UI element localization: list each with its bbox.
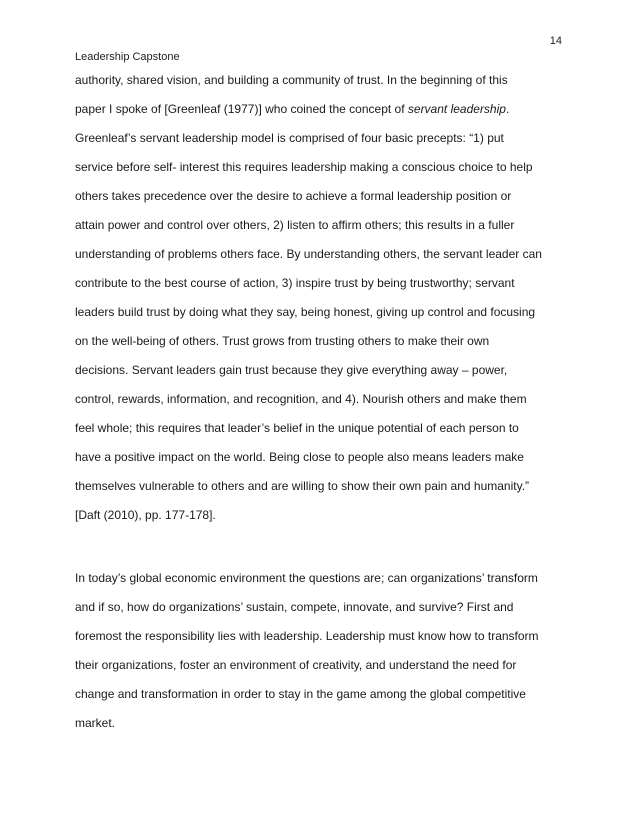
paragraph-2 xyxy=(75,564,570,738)
running-header: Leadership Capstone xyxy=(75,51,180,63)
text-segment: . xyxy=(505,102,510,116)
text-line: on the well-being of others. Trust grows from trusting others to make their own xyxy=(75,334,490,348)
text-line: attain power and control over others, 2) listen to affirm others; this results in a fuller xyxy=(75,218,515,232)
paragraph-1 xyxy=(75,66,570,530)
text-line: themselves vulnerable to others and are willing to show their own pain and humanity.” xyxy=(75,479,530,493)
text-line: control, rewards, information, and recognition, and 4). Nourish others and make them xyxy=(75,392,527,406)
text-segment: paper I spoke of [Greenleaf (1977)] who coined the concept of xyxy=(75,102,408,116)
text-line: leaders build trust by doing what they say, being honest, giving up control and focusing xyxy=(75,305,536,319)
text-line: In today’s global economic environment the questions are; can organizations’ transform xyxy=(75,571,538,585)
emphasized-term: servant leadership xyxy=(407,102,506,116)
text-line: foremost the responsibility lies with leadership. Leadership must know how to transform xyxy=(75,629,539,643)
text-line: change and transformation in order to stay in the game among the global competitive xyxy=(75,687,526,701)
text-line: market. xyxy=(75,716,116,730)
text-line: service before self- interest this requires leadership making a conscious choice to help xyxy=(75,160,533,174)
text-line: Greenleaf’s servant leadership model is comprised of four basic precepts: “1) put xyxy=(75,131,504,145)
text-line: their organizations, foster an environment of creativity, and understand the need for xyxy=(75,658,517,672)
page-number: 14 xyxy=(549,35,562,47)
text-line xyxy=(75,95,570,124)
text-line: others takes precedence over the desire to achieve a formal leadership position or xyxy=(75,189,512,203)
text-line: contribute to the best course of action, 3) inspire trust by being trustworthy; servant xyxy=(75,276,515,290)
text-line: decisions. Servant leaders gain trust because they give everything away – power, xyxy=(75,363,508,377)
text-line: authority, shared vision, and building a community of trust. In the beginning of this xyxy=(75,73,508,87)
text-line: have a positive impact on the world. Being close to people also means leaders make xyxy=(75,450,524,464)
text-line: and if so, how do organizations’ sustain, compete, innovate, and survive? First and xyxy=(75,600,514,614)
text-line: understanding of problems others face. By understanding others, the servant leader can xyxy=(75,247,542,261)
text-line: [Daft (2010), pp. 177-178]. xyxy=(75,508,216,522)
text-line: feel whole; this requires that leader’s belief in the unique potential of each person to xyxy=(75,421,519,435)
